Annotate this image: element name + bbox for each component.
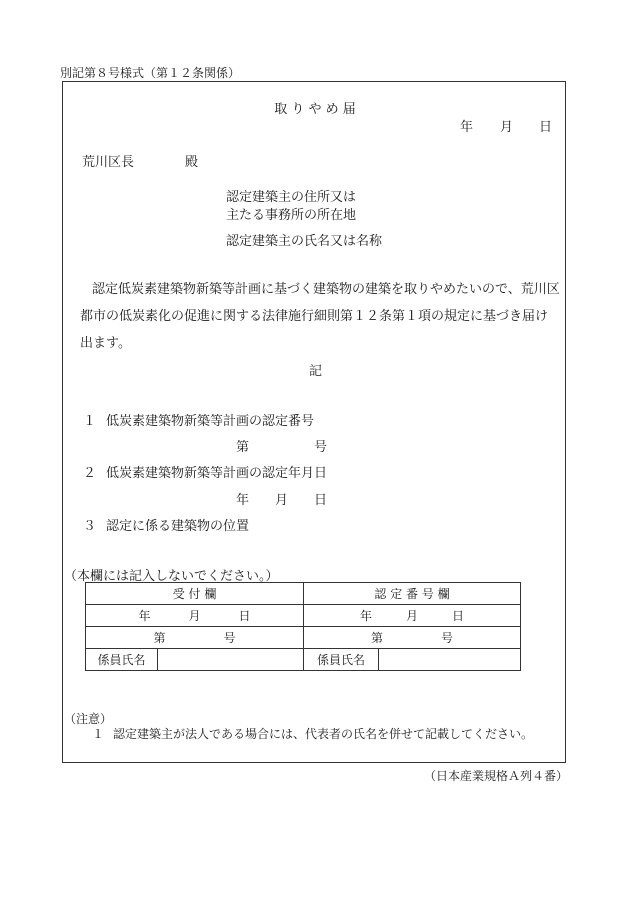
date-month-label: 月 [500,120,514,135]
body-line-1: 認定低炭素建築物新築等計画に基づく建築物の建築を取りやめたいので、荒川区 [92,282,560,297]
note-1-number: １ [92,727,105,741]
reception-header: 受 付 欄 [86,583,304,605]
office-use-table [85,582,521,671]
ki-label: 記 [309,364,323,379]
cert-date-cell [304,605,521,627]
form-title: 取 り や め 届 [274,102,356,117]
reception-gou: 号 [223,631,236,645]
reception-year: 年 [138,609,151,623]
cert-staff-value [379,649,521,671]
date-day-label: 日 [539,120,553,135]
item-1-dai: 第 [236,440,250,455]
item-2-month: 月 [275,493,289,508]
notes-heading: （注意） [64,712,113,726]
item-2-year: 年 [236,493,250,508]
cert-number-header: 認 定 番 号 欄 [304,583,521,605]
item-1-gou: 号 [314,440,328,455]
reception-day: 日 [238,609,251,623]
addressee-honorific: 殿 [185,155,199,170]
office-use-note: （本欄には記入しないでください。） [64,569,279,584]
note-1-text: 認定建築主が法人である場合には、代表者の氏名を併せて記載してください。 [113,727,534,741]
cert-month: 月 [406,609,419,623]
table-row [86,583,521,605]
table-row [86,649,521,671]
reception-number-cell [86,627,304,649]
paper-size-footer: （日本産業規格Ａ列４番） [423,769,568,783]
applicant-address-label-2: 主たる事務所の所在地 [226,208,357,223]
cert-staff-label: 係員氏名 [304,649,379,671]
form-number-label: 別記第８号様式（第１２条関係） [60,66,241,80]
cert-gou: 号 [441,631,454,645]
item-2-label: 低炭素建築物新築等計画の認定年月日 [106,466,328,481]
cert-day: 日 [452,609,465,623]
item-2-day: 日 [314,493,328,508]
cert-number-cell [304,627,521,649]
item-1-label: 低炭素建築物新築等計画の認定番号 [106,414,315,429]
reception-dai: 第 [153,631,166,645]
addressee-name: 荒川区長 [82,155,135,170]
item-2-number: ２ [83,466,97,481]
item-3-number: ３ [83,519,97,534]
reception-date-cell [86,605,304,627]
cert-year: 年 [360,609,373,623]
reception-staff-value [158,649,304,671]
reception-staff-label: 係員氏名 [86,649,158,671]
applicant-address-label-1: 認定建築主の住所又は [226,190,357,205]
table-row [86,605,521,627]
applicant-name-label: 認定建築主の氏名又は名称 [226,234,383,249]
table-row [86,627,521,649]
body-line-3: 出ます。 [80,336,131,351]
item-3-label: 認定に係る建築物の位置 [106,519,250,534]
reception-month: 月 [188,609,201,623]
body-line-2: 都市の低炭素化の促進に関する法律施行細則第１２条第１項の規定に基づき届け [80,309,549,324]
item-1-number: １ [83,414,97,429]
date-year-label: 年 [460,120,474,135]
cert-dai: 第 [371,631,384,645]
